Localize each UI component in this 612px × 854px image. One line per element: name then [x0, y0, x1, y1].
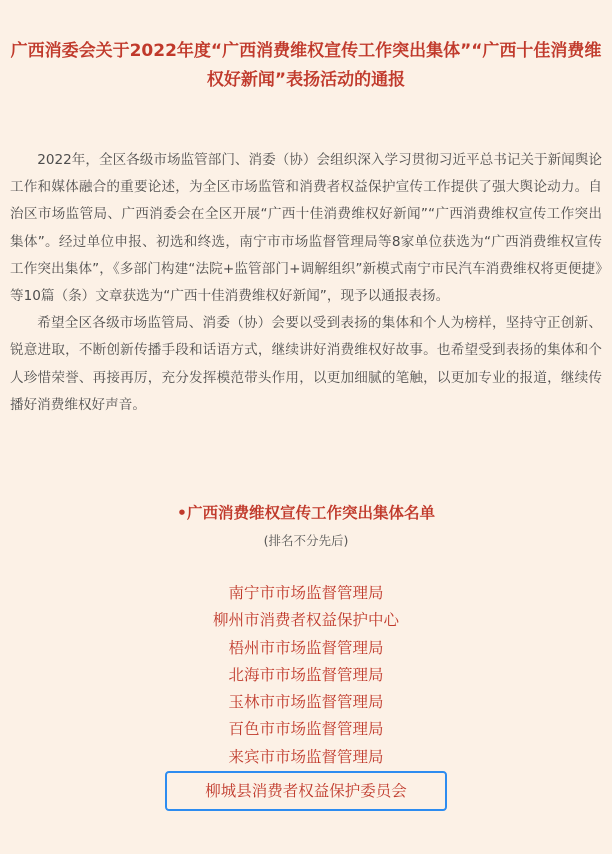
section-title: 广西消费维权宣传工作突出集体名单 [186, 504, 435, 522]
document-body [10, 147, 602, 419]
list-item: 南宁市市场监督管理局 [228, 584, 384, 602]
section-title-line [0, 500, 612, 526]
list-item: 来宾市市场监督管理局 [228, 747, 384, 766]
list-item: 柳州市消费者权益保护中心 [212, 611, 399, 630]
list-item: 百色市市场监督管理局 [228, 720, 384, 739]
list-item-selected[interactable]: 柳城县消费者权益保护委员会 [165, 771, 447, 811]
document-title: 广西消委会关于2022年度“广西消费维权宣传工作突出集体”“广西十佳消费维权好新闻”表扬活动的通报 [10, 41, 602, 90]
list-item: 玉林市市场监督管理局 [228, 693, 384, 712]
section-header [0, 500, 612, 551]
body-paragraph: 希望全区各级市场监管局、消委（协）会要以受到表扬的集体和个人为榜样，坚持守正创新、锐意进取，不断创新传播手段和话语方式，继续讲好消费维权好故事。也希望受到表扬的集体和个人珍惜荣誉、再接再厉，充分发挥模范带头作用，以更加细腻的笔触，以更加专业的报道，继续传播好消费维权好声音。 [10, 315, 602, 413]
list-item: 梧州市市场监督管理局 [228, 638, 384, 657]
bullet-icon: • [177, 504, 187, 522]
list-item: 北海市市场监督管理局 [228, 665, 384, 684]
ranking-note: (排名不分先后) [263, 533, 349, 548]
honoree-list [0, 580, 612, 811]
body-paragraph: 2022年，全区各级市场监管部门、消委（协）会组织深入学习贯彻习近平总书记关于新闻舆论工作和媒体融合的重要论述，为全区市场监管和消费者权益保护宣传工作提供了强大舆论动力。自治区市场监管局、广西消委会在全区开展“广西十佳消费维权好新闻”“广西消费维权宣传工作突出集体”。经过单位申报、初选和终选，南宁市市场监督管理局等8家单位获选为“广西消费维权宣传工作突出集体”，《多部门构建“法院+监管部门+调解组织”新模式南宁市民汽车消费维权将更便捷》等10篇（条）文章获选为“广西十佳消费维权好新闻”，现予以通报表扬。 [10, 152, 602, 305]
